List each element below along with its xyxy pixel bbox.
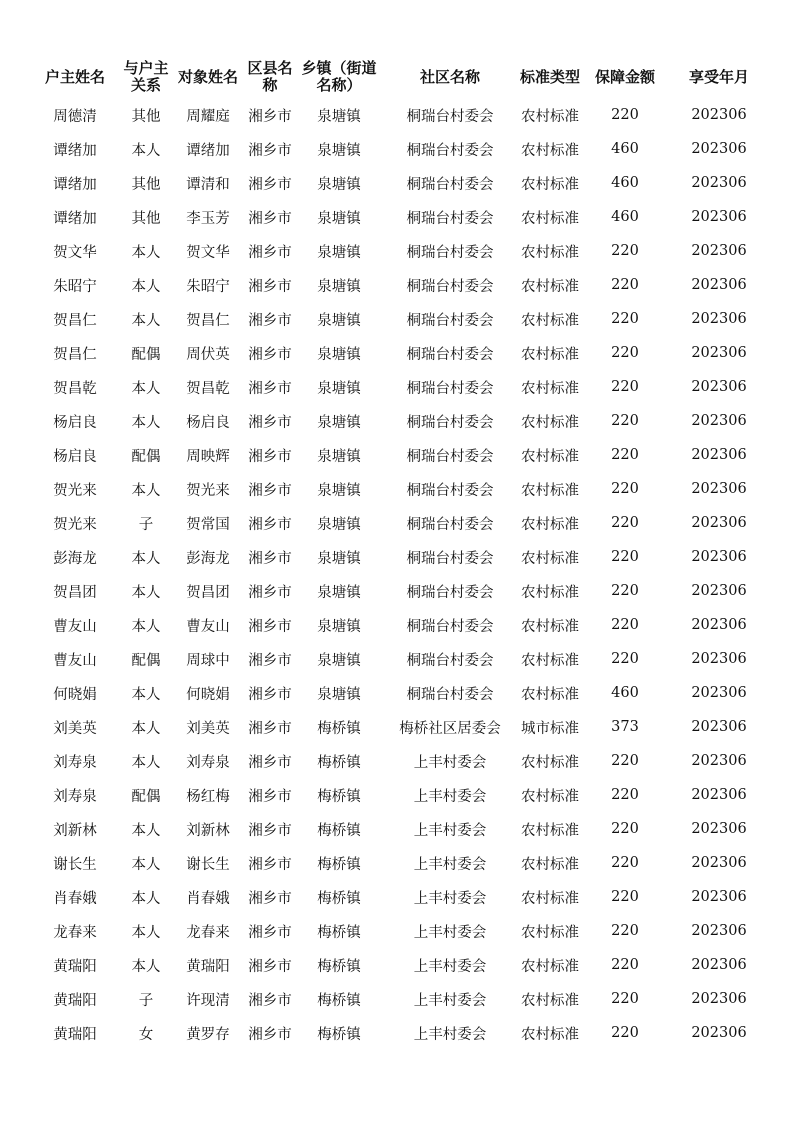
community-cell: 上丰村委会 [413,1026,487,1043]
community-cell: 桐瑞台村委会 [406,278,494,295]
recipient-name-cell: 杨启良 [186,414,230,431]
recipient-name-cell: 朱昭宁 [186,278,230,295]
household-head-cell: 周德清 [53,108,97,125]
period-cell: 202306 [691,1025,747,1041]
header-community: 社区名称 [419,67,480,86]
relation-cell: 其他 [131,210,161,227]
county-cell: 湘乡市 [248,618,292,635]
relation-cell: 本人 [131,924,161,941]
community-cell: 上丰村委会 [413,856,487,873]
township-cell: 泉塘镇 [317,550,361,567]
township-cell: 梅桥镇 [317,1026,361,1043]
recipient-name-cell: 曹友山 [186,618,230,635]
relation-cell: 本人 [131,958,161,975]
period-cell: 202306 [691,515,747,531]
header-township: 乡镇（街道名称） [301,59,377,94]
standard-type-cell: 农村标准 [521,1026,579,1043]
relation-cell: 其他 [131,108,161,125]
recipient-name-cell: 周耀庭 [186,108,230,125]
amount-cell: 220 [611,311,639,327]
header-amount: 保障金额 [594,67,655,86]
household-head-cell: 何晓娟 [53,686,97,703]
relation-cell: 其他 [131,176,161,193]
period-cell: 202306 [691,821,747,837]
recipient-name-cell: 谢长生 [186,856,230,873]
community-cell: 桐瑞台村委会 [406,210,494,227]
amount-cell: 220 [611,991,639,1007]
county-cell: 湘乡市 [248,924,292,941]
period-cell: 202306 [691,787,747,803]
table-row [30,472,770,506]
table-body [30,98,770,1050]
community-cell: 桐瑞台村委会 [406,244,494,261]
county-cell: 湘乡市 [248,516,292,533]
community-cell: 桐瑞台村委会 [406,108,494,125]
table-row [30,642,770,676]
county-cell: 湘乡市 [248,346,292,363]
period-cell: 202306 [691,923,747,939]
period-cell: 202306 [691,413,747,429]
household-head-cell: 刘美英 [53,720,97,737]
table-row [30,166,770,200]
amount-cell: 220 [611,107,639,123]
standard-type-cell: 农村标准 [521,142,579,159]
township-cell: 梅桥镇 [317,924,361,941]
period-cell: 202306 [691,107,747,123]
household-head-cell: 刘新林 [53,822,97,839]
standard-type-cell: 农村标准 [521,992,579,1009]
standard-type-cell: 农村标准 [521,550,579,567]
household-head-cell: 彭海龙 [53,550,97,567]
table-row [30,132,770,166]
period-cell: 202306 [691,481,747,497]
recipient-name-cell: 贺昌乾 [186,380,230,397]
amount-cell: 220 [611,549,639,565]
amount-cell: 220 [611,923,639,939]
amount-cell: 220 [611,515,639,531]
township-cell: 泉塘镇 [317,482,361,499]
household-head-cell: 杨启良 [53,448,97,465]
recipient-name-cell: 刘新林 [186,822,230,839]
table-row [30,1016,770,1050]
county-cell: 湘乡市 [248,176,292,193]
amount-cell: 220 [611,855,639,871]
standard-type-cell: 农村标准 [521,108,579,125]
township-cell: 泉塘镇 [317,380,361,397]
township-cell: 梅桥镇 [317,992,361,1009]
relation-cell: 配偶 [131,448,161,465]
table-row [30,438,770,472]
township-cell: 泉塘镇 [317,414,361,431]
community-cell: 桐瑞台村委会 [406,176,494,193]
table-row [30,370,770,404]
community-cell: 上丰村委会 [413,890,487,907]
recipient-name-cell: 黄瑞阳 [186,958,230,975]
relation-cell: 配偶 [131,346,161,363]
period-cell: 202306 [691,685,747,701]
community-cell: 桐瑞台村委会 [406,584,494,601]
county-cell: 湘乡市 [248,482,292,499]
relation-cell: 本人 [131,482,161,499]
standard-type-cell: 农村标准 [521,788,579,805]
period-cell: 202306 [691,311,747,327]
community-cell: 桐瑞台村委会 [406,516,494,533]
relation-cell: 本人 [131,584,161,601]
community-cell: 桐瑞台村委会 [406,142,494,159]
standard-type-cell: 农村标准 [521,924,579,941]
document-page [30,56,770,1050]
amount-cell: 460 [611,141,639,157]
header-recipient-name: 对象姓名 [177,67,238,86]
header-county: 区县名称 [247,59,293,94]
household-head-cell: 贺昌仁 [53,312,97,329]
relation-cell: 本人 [131,414,161,431]
period-cell: 202306 [691,141,747,157]
standard-type-cell: 农村标准 [521,448,579,465]
amount-cell: 460 [611,685,639,701]
community-cell: 桐瑞台村委会 [406,448,494,465]
recipient-name-cell: 贺昌仁 [186,312,230,329]
county-cell: 湘乡市 [248,720,292,737]
household-head-cell: 肖春娥 [53,890,97,907]
table-row [30,268,770,302]
period-cell: 202306 [691,549,747,565]
relation-cell: 本人 [131,380,161,397]
recipient-name-cell: 龙春来 [186,924,230,941]
household-head-cell: 贺昌乾 [53,380,97,397]
county-cell: 湘乡市 [248,142,292,159]
relation-cell: 本人 [131,686,161,703]
amount-cell: 220 [611,243,639,259]
community-cell: 桐瑞台村委会 [406,686,494,703]
header-period: 享受年月 [688,67,749,86]
relation-cell: 女 [138,1026,154,1043]
community-cell: 桐瑞台村委会 [406,482,494,499]
standard-type-cell: 农村标准 [521,890,579,907]
county-cell: 湘乡市 [248,754,292,771]
period-cell: 202306 [691,957,747,973]
standard-type-cell: 农村标准 [521,278,579,295]
recipient-name-cell: 许现清 [186,992,230,1009]
community-cell: 梅桥社区居委会 [399,720,501,737]
township-cell: 梅桥镇 [317,856,361,873]
community-cell: 上丰村委会 [413,992,487,1009]
relation-cell: 本人 [131,278,161,295]
relation-cell: 配偶 [131,652,161,669]
standard-type-cell: 农村标准 [521,822,579,839]
household-head-cell: 曹友山 [53,618,97,635]
table-row [30,200,770,234]
period-cell: 202306 [691,243,747,259]
recipient-name-cell: 彭海龙 [186,550,230,567]
county-cell: 湘乡市 [248,1026,292,1043]
period-cell: 202306 [691,617,747,633]
header-relation: 与户主关系 [123,59,169,94]
amount-cell: 460 [611,209,639,225]
period-cell: 202306 [691,583,747,599]
relation-cell: 本人 [131,550,161,567]
household-head-cell: 谭绪加 [53,142,97,159]
amount-cell: 220 [611,345,639,361]
period-cell: 202306 [691,855,747,871]
county-cell: 湘乡市 [248,856,292,873]
recipient-name-cell: 肖春娥 [186,890,230,907]
recipient-name-cell: 刘美英 [186,720,230,737]
recipient-name-cell: 周球中 [186,652,230,669]
household-head-cell: 黄瑞阳 [53,1026,97,1043]
standard-type-cell: 农村标准 [521,754,579,771]
recipient-name-cell: 刘寿泉 [186,754,230,771]
table-row [30,744,770,778]
household-head-cell: 刘寿泉 [53,754,97,771]
county-cell: 湘乡市 [248,278,292,295]
township-cell: 泉塘镇 [317,584,361,601]
recipient-name-cell: 杨红梅 [186,788,230,805]
header-standard-type: 标准类型 [519,67,580,86]
amount-cell: 460 [611,175,639,191]
amount-cell: 220 [611,787,639,803]
county-cell: 湘乡市 [248,584,292,601]
township-cell: 泉塘镇 [317,448,361,465]
period-cell: 202306 [691,345,747,361]
township-cell: 泉塘镇 [317,176,361,193]
standard-type-cell: 农村标准 [521,414,579,431]
county-cell: 湘乡市 [248,652,292,669]
table-row [30,914,770,948]
table-row [30,336,770,370]
county-cell: 湘乡市 [248,788,292,805]
standard-type-cell: 农村标准 [521,176,579,193]
amount-cell: 220 [611,481,639,497]
table-row [30,302,770,336]
table-row [30,234,770,268]
table-row [30,98,770,132]
standard-type-cell: 农村标准 [521,584,579,601]
township-cell: 泉塘镇 [317,346,361,363]
amount-cell: 220 [611,753,639,769]
community-cell: 桐瑞台村委会 [406,414,494,431]
recipient-name-cell: 贺昌团 [186,584,230,601]
household-head-cell: 谭绪加 [53,176,97,193]
amount-cell: 220 [611,957,639,973]
table-row [30,540,770,574]
township-cell: 泉塘镇 [317,108,361,125]
county-cell: 湘乡市 [248,890,292,907]
standard-type-cell: 农村标准 [521,346,579,363]
recipient-name-cell: 谭清和 [186,176,230,193]
county-cell: 湘乡市 [248,958,292,975]
recipient-name-cell: 谭绪加 [186,142,230,159]
table-row [30,574,770,608]
period-cell: 202306 [691,651,747,667]
recipient-name-cell: 贺常国 [186,516,230,533]
amount-cell: 220 [611,821,639,837]
period-cell: 202306 [691,447,747,463]
township-cell: 泉塘镇 [317,312,361,329]
relation-cell: 子 [138,992,154,1009]
county-cell: 湘乡市 [248,210,292,227]
table-row [30,506,770,540]
table-row [30,676,770,710]
county-cell: 湘乡市 [248,992,292,1009]
relation-cell: 本人 [131,142,161,159]
amount-cell: 220 [611,651,639,667]
recipient-name-cell: 贺光来 [186,482,230,499]
recipient-name-cell: 黄罗存 [186,1026,230,1043]
county-cell: 湘乡市 [248,108,292,125]
township-cell: 泉塘镇 [317,142,361,159]
household-head-cell: 谭绪加 [53,210,97,227]
period-cell: 202306 [691,379,747,395]
household-head-cell: 谢长生 [53,856,97,873]
county-cell: 湘乡市 [248,822,292,839]
community-cell: 上丰村委会 [413,924,487,941]
relation-cell: 本人 [131,244,161,261]
period-cell: 202306 [691,991,747,1007]
standard-type-cell: 农村标准 [521,312,579,329]
county-cell: 湘乡市 [248,312,292,329]
period-cell: 202306 [691,889,747,905]
relation-cell: 子 [138,516,154,533]
township-cell: 梅桥镇 [317,754,361,771]
table-row [30,880,770,914]
period-cell: 202306 [691,753,747,769]
county-cell: 湘乡市 [248,686,292,703]
township-cell: 泉塘镇 [317,516,361,533]
community-cell: 桐瑞台村委会 [406,550,494,567]
standard-type-cell: 农村标准 [521,210,579,227]
relation-cell: 本人 [131,822,161,839]
county-cell: 湘乡市 [248,414,292,431]
community-cell: 上丰村委会 [413,754,487,771]
community-cell: 桐瑞台村委会 [406,346,494,363]
household-head-cell: 曹友山 [53,652,97,669]
relation-cell: 本人 [131,754,161,771]
township-cell: 梅桥镇 [317,822,361,839]
standard-type-cell: 农村标准 [521,244,579,261]
county-cell: 湘乡市 [248,244,292,261]
standard-type-cell: 农村标准 [521,958,579,975]
table-row [30,982,770,1016]
amount-cell: 220 [611,889,639,905]
township-cell: 泉塘镇 [317,618,361,635]
table-row [30,778,770,812]
township-cell: 梅桥镇 [317,890,361,907]
amount-cell: 220 [611,447,639,463]
household-head-cell: 贺昌团 [53,584,97,601]
community-cell: 上丰村委会 [413,958,487,975]
standard-type-cell: 农村标准 [521,516,579,533]
header-row [30,56,770,98]
household-head-cell: 贺光来 [53,482,97,499]
township-cell: 泉塘镇 [317,686,361,703]
standard-type-cell: 农村标准 [521,686,579,703]
standard-type-cell: 城市标准 [521,720,579,737]
table-row [30,608,770,642]
household-head-cell: 黄瑞阳 [53,992,97,1009]
amount-cell: 220 [611,1025,639,1041]
township-cell: 梅桥镇 [317,788,361,805]
relation-cell: 本人 [131,720,161,737]
household-head-cell: 贺文华 [53,244,97,261]
header-household-head: 户主姓名 [44,67,105,86]
township-cell: 梅桥镇 [317,958,361,975]
relation-cell: 本人 [131,890,161,907]
standard-type-cell: 农村标准 [521,482,579,499]
community-cell: 上丰村委会 [413,822,487,839]
amount-cell: 220 [611,379,639,395]
period-cell: 202306 [691,209,747,225]
household-head-cell: 龙春来 [53,924,97,941]
recipient-name-cell: 周伏英 [186,346,230,363]
household-head-cell: 刘寿泉 [53,788,97,805]
household-head-cell: 杨启良 [53,414,97,431]
amount-cell: 220 [611,583,639,599]
county-cell: 湘乡市 [248,550,292,567]
period-cell: 202306 [691,175,747,191]
table-row [30,846,770,880]
amount-cell: 220 [611,617,639,633]
township-cell: 泉塘镇 [317,278,361,295]
community-cell: 上丰村委会 [413,788,487,805]
table-row [30,948,770,982]
amount-cell: 373 [611,719,639,735]
relation-cell: 本人 [131,312,161,329]
community-cell: 桐瑞台村委会 [406,380,494,397]
relation-cell: 配偶 [131,788,161,805]
recipient-name-cell: 何晓娟 [186,686,230,703]
township-cell: 泉塘镇 [317,244,361,261]
table-row [30,812,770,846]
assistance-table [30,56,770,1050]
period-cell: 202306 [691,277,747,293]
table-row [30,404,770,438]
community-cell: 桐瑞台村委会 [406,652,494,669]
community-cell: 桐瑞台村委会 [406,312,494,329]
amount-cell: 220 [611,277,639,293]
table-row [30,710,770,744]
recipient-name-cell: 贺文华 [186,244,230,261]
standard-type-cell: 农村标准 [521,380,579,397]
relation-cell: 本人 [131,856,161,873]
recipient-name-cell: 周映辉 [186,448,230,465]
relation-cell: 本人 [131,618,161,635]
standard-type-cell: 农村标准 [521,618,579,635]
period-cell: 202306 [691,719,747,735]
county-cell: 湘乡市 [248,448,292,465]
amount-cell: 220 [611,413,639,429]
community-cell: 桐瑞台村委会 [406,618,494,635]
standard-type-cell: 农村标准 [521,856,579,873]
township-cell: 梅桥镇 [317,720,361,737]
township-cell: 泉塘镇 [317,210,361,227]
household-head-cell: 贺昌仁 [53,346,97,363]
township-cell: 泉塘镇 [317,652,361,669]
household-head-cell: 黄瑞阳 [53,958,97,975]
county-cell: 湘乡市 [248,380,292,397]
standard-type-cell: 农村标准 [521,652,579,669]
recipient-name-cell: 李玉芳 [186,210,230,227]
household-head-cell: 朱昭宁 [53,278,97,295]
household-head-cell: 贺光来 [53,516,97,533]
